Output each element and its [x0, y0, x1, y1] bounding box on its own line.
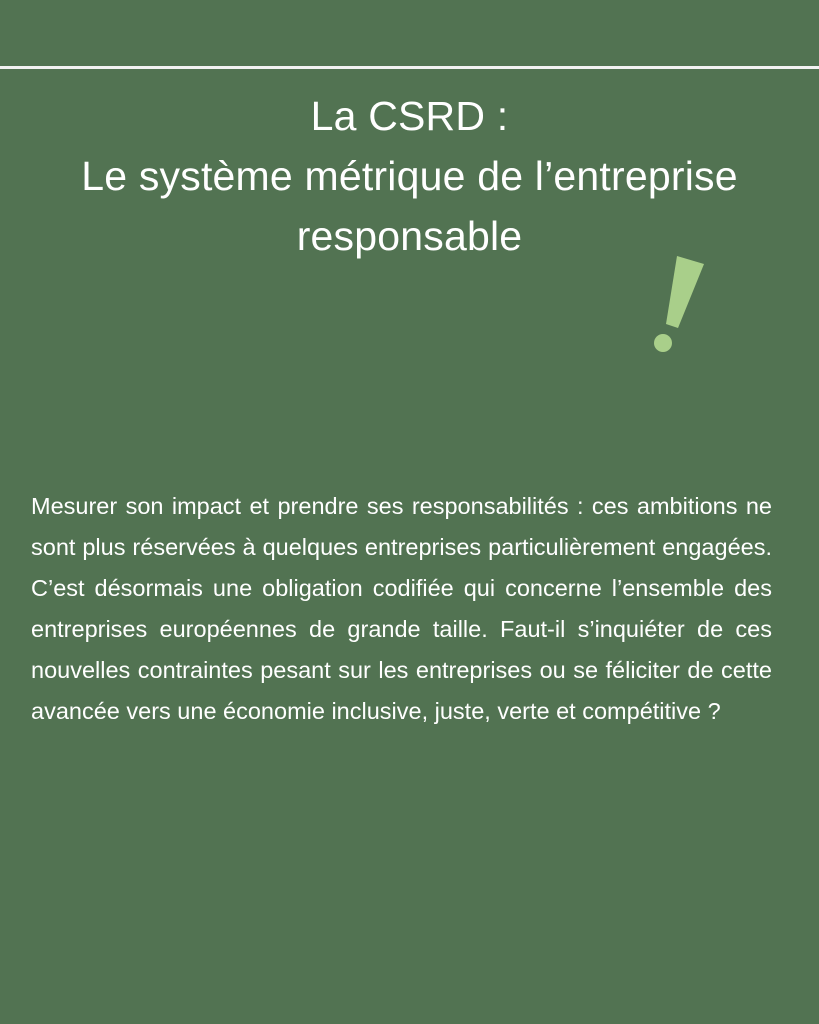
top-divider — [0, 66, 819, 69]
exclamation-mark-icon — [640, 250, 710, 360]
exclamation-dot — [654, 334, 672, 352]
page-title — [0, 86, 819, 266]
title-line-3: responsable — [296, 213, 523, 259]
title-line-1: La CSRD : — [310, 93, 509, 139]
intro-paragraph: Mesurer son impact et prendre ses responsabilités : ces ambitions ne sont plus réservées à quelques entreprises particulièrement engagées. C’est désormais une obligation codifiée qui concerne l’ensemble des entreprises européennes de grande taille. Faut-il s’inquiéter de ces nouvelles contraintes pesant sur les entreprises ou se féliciter de cette avancée vers une économie inclusive, juste, verte et compétitive ? — [31, 493, 772, 724]
title-line-2: Le système métrique de l’entreprise — [81, 153, 738, 199]
exclamation-stroke — [666, 256, 704, 328]
